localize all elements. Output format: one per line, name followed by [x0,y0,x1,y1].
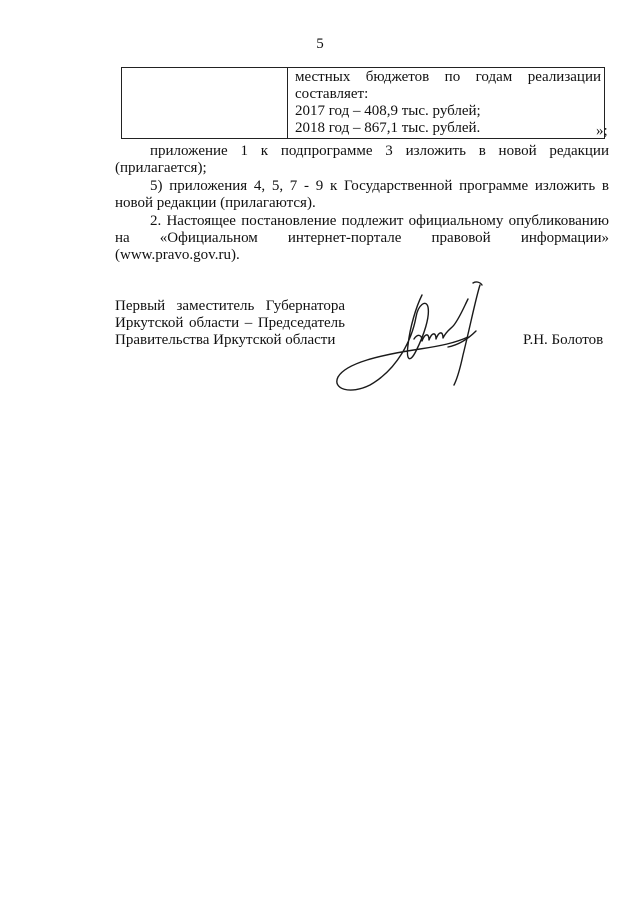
table-text-cell [288,68,605,139]
signer-name: Р.Н. Болотов [523,332,604,348]
table-line-3: 2017 год – 408,9 тыс. рублей; [295,103,481,119]
table-row [122,68,605,139]
paragraph-line: новой редакции (прилагаются). [115,195,316,211]
paragraph-line: (www.pravo.gov.ru). [115,247,240,263]
paragraph-publication [115,213,609,264]
paragraph-line: приложение 1 к подпрограмме 3 изложить в новой редакции [150,143,609,159]
signatory-title-line: Правительства Иркутской области [115,332,336,348]
table-line-1: местных бюджетов по годам реализации [295,69,601,85]
paragraph-line: 2. Настоящее постановление подлежит официальному опубликованию [150,213,609,229]
table-empty-cell [122,68,288,139]
signatory-title-line: Первый заместитель Губернатора [115,298,345,314]
paragraph-appendices-4-9 [115,178,609,212]
paragraph-appendix-1 [115,143,609,177]
paragraph-line: на «Официальном интернет-портале правовой информации» [115,230,609,246]
table-line-4: 2018 год – 867,1 тыс. рублей. [295,120,481,136]
continuation-table [121,67,605,139]
page-number: 5 [316,36,324,52]
handwritten-signature [330,277,500,397]
signatory-title [115,298,345,349]
paragraph-line: 5) приложения 4, 5, 7 - 9 к Государственной программе изложить в [150,178,609,194]
table-closing-quote: »; [596,123,608,139]
table-line-2: составляет: [295,86,369,102]
paragraph-line: (прилагается); [115,160,207,176]
signatory-title-line: Иркутской области – Председатель [115,315,345,331]
